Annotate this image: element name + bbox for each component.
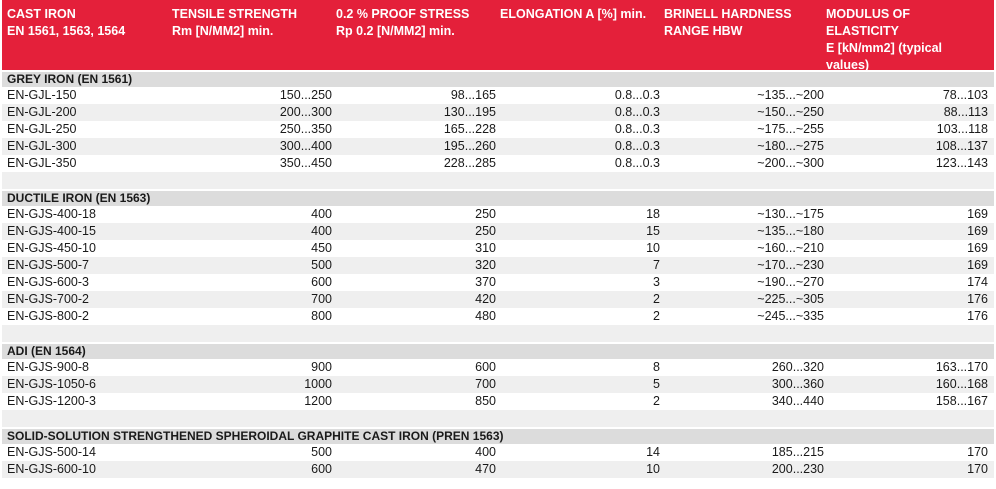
header-line: Rm [N/MM2] min. xyxy=(172,24,274,38)
tensile-cell: 1000 xyxy=(304,377,332,391)
hardness-cell: ~150...~250 xyxy=(757,105,824,119)
table-row xyxy=(2,376,994,393)
table-row xyxy=(2,359,994,376)
modulus-cell: 163...170 xyxy=(935,360,988,374)
proof-cell: 228...285 xyxy=(443,156,496,170)
header-elongation xyxy=(500,6,646,23)
grade-cell: EN-GJS-1200-3 xyxy=(7,394,96,408)
proof-cell: 195...260 xyxy=(443,139,496,153)
table-row xyxy=(2,240,994,257)
elongation-cell: 15 xyxy=(646,224,660,238)
hardness-cell: ~160...~210 xyxy=(757,241,824,255)
table-header xyxy=(2,0,994,70)
grade-cell: EN-GJL-250 xyxy=(7,122,77,136)
grade-cell: EN-GJS-700-2 xyxy=(7,292,89,306)
elongation-cell: 0.8...0.3 xyxy=(614,139,660,153)
tensile-cell: 900 xyxy=(311,360,332,374)
proof-cell: 250 xyxy=(475,207,496,221)
table-row xyxy=(2,87,994,104)
cast-iron-properties-table xyxy=(2,0,994,478)
hardness-cell: ~245...~335 xyxy=(757,309,824,323)
hardness-cell: ~180...~275 xyxy=(757,139,824,153)
hardness-cell: ~190...~270 xyxy=(757,275,824,289)
hardness-cell: ~200...~300 xyxy=(757,156,824,170)
tensile-cell: 500 xyxy=(311,258,332,272)
table-row xyxy=(2,393,994,410)
hardness-cell: ~135...~200 xyxy=(757,88,824,102)
proof-cell: 470 xyxy=(475,462,496,476)
table-row xyxy=(2,223,994,240)
elongation-cell: 8 xyxy=(653,360,660,374)
proof-cell: 98...165 xyxy=(450,88,496,102)
tensile-cell: 350...450 xyxy=(279,156,332,170)
section-title: GREY IRON (EN 1561) xyxy=(2,72,994,87)
elongation-cell: 14 xyxy=(646,445,660,459)
proof-cell: 400 xyxy=(475,445,496,459)
header-line: EN 1561, 1563, 1564 xyxy=(7,24,126,38)
elongation-cell: 0.8...0.3 xyxy=(614,88,660,102)
grade-cell: EN-GJS-500-7 xyxy=(7,258,89,272)
modulus-cell: 169 xyxy=(967,241,988,255)
hardness-cell: 260...320 xyxy=(771,360,824,374)
grade-cell: EN-GJL-200 xyxy=(7,105,77,119)
header-line: Rp 0.2 [N/MM2] min. xyxy=(336,24,455,38)
header-line: CAST IRON xyxy=(7,7,76,21)
grade-cell: EN-GJS-600-10 xyxy=(7,462,96,476)
grade-cell: EN-GJL-150 xyxy=(7,88,77,102)
tensile-cell: 800 xyxy=(311,309,332,323)
proof-cell: 165...228 xyxy=(443,122,496,136)
modulus-cell: 169 xyxy=(967,207,988,221)
elongation-cell: 5 xyxy=(653,377,660,391)
section-spacer xyxy=(2,410,994,427)
modulus-cell: 169 xyxy=(967,224,988,238)
grade-cell: EN-GJS-1050-6 xyxy=(7,377,96,391)
tensile-cell: 600 xyxy=(311,462,332,476)
tensile-cell: 300...400 xyxy=(279,139,332,153)
header-line: TENSILE STRENGTH xyxy=(172,7,298,21)
tensile-cell: 400 xyxy=(311,207,332,221)
section-title: ADI (EN 1564) xyxy=(2,344,994,359)
header-modulus xyxy=(826,6,942,74)
grade-cell: EN-GJS-400-18 xyxy=(7,207,96,221)
modulus-cell: 160...168 xyxy=(935,377,988,391)
header-proof-stress xyxy=(336,6,469,40)
elongation-cell: 7 xyxy=(653,258,660,272)
modulus-cell: 78...103 xyxy=(942,88,988,102)
elongation-cell: 18 xyxy=(646,207,660,221)
hardness-cell: ~170...~230 xyxy=(757,258,824,272)
tensile-cell: 150...250 xyxy=(279,88,332,102)
section-spacer xyxy=(2,172,994,189)
elongation-cell: 2 xyxy=(653,309,660,323)
elongation-cell: 3 xyxy=(653,275,660,289)
table-row xyxy=(2,444,994,461)
modulus-cell: 170 xyxy=(967,445,988,459)
header-brinell-hardness xyxy=(664,6,792,40)
grade-cell: EN-GJS-400-15 xyxy=(7,224,96,238)
proof-cell: 320 xyxy=(475,258,496,272)
table-row xyxy=(2,104,994,121)
grade-cell: EN-GJS-800-2 xyxy=(7,309,89,323)
table-row xyxy=(2,206,994,223)
modulus-cell: 176 xyxy=(967,292,988,306)
hardness-cell: ~135...~180 xyxy=(757,224,824,238)
table-row xyxy=(2,308,994,325)
section-title: DUCTILE IRON (EN 1563) xyxy=(2,191,994,206)
header-line: MODULUS OF xyxy=(826,7,911,21)
elongation-cell: 10 xyxy=(646,241,660,255)
hardness-cell: 340...440 xyxy=(771,394,824,408)
hardness-cell: ~175...~255 xyxy=(757,122,824,136)
hardness-cell: ~225...~305 xyxy=(757,292,824,306)
table-row xyxy=(2,257,994,274)
modulus-cell: 170 xyxy=(967,462,988,476)
proof-cell: 420 xyxy=(475,292,496,306)
proof-cell: 850 xyxy=(475,394,496,408)
proof-cell: 130...195 xyxy=(443,105,496,119)
modulus-cell: 176 xyxy=(967,309,988,323)
grade-cell: EN-GJS-600-3 xyxy=(7,275,89,289)
grade-cell: EN-GJL-300 xyxy=(7,139,77,153)
tensile-cell: 450 xyxy=(311,241,332,255)
hardness-cell: 185...215 xyxy=(771,445,824,459)
table-row xyxy=(2,121,994,138)
hardness-cell: 300...360 xyxy=(771,377,824,391)
proof-cell: 310 xyxy=(475,241,496,255)
grade-cell: EN-GJS-500-14 xyxy=(7,445,96,459)
table-row xyxy=(2,461,994,478)
elongation-cell: 0.8...0.3 xyxy=(614,122,660,136)
elongation-cell: 2 xyxy=(653,394,660,408)
section-spacer xyxy=(2,325,994,342)
header-tensile-strength xyxy=(172,6,297,40)
modulus-cell: 158...167 xyxy=(935,394,988,408)
modulus-cell: 88...113 xyxy=(943,105,988,119)
tensile-cell: 500 xyxy=(311,445,332,459)
modulus-cell: 123...143 xyxy=(935,156,988,170)
tensile-cell: 250...350 xyxy=(279,122,332,136)
header-line: ELONGATION A [%] min. xyxy=(500,7,647,21)
table-body xyxy=(2,72,994,478)
table-row xyxy=(2,138,994,155)
elongation-cell: 2 xyxy=(653,292,660,306)
proof-cell: 600 xyxy=(475,360,496,374)
header-line: values) xyxy=(826,58,870,72)
header-cast-iron xyxy=(7,6,125,40)
grade-cell: EN-GJS-900-8 xyxy=(7,360,89,374)
proof-cell: 700 xyxy=(475,377,496,391)
table-row xyxy=(2,291,994,308)
elongation-cell: 0.8...0.3 xyxy=(614,105,660,119)
header-line: E [kN/mm2] (typical xyxy=(826,41,943,55)
hardness-cell: 200...230 xyxy=(771,462,824,476)
header-line: BRINELL HARDNESS xyxy=(664,7,792,21)
elongation-cell: 10 xyxy=(646,462,660,476)
grade-cell: EN-GJL-350 xyxy=(7,156,77,170)
header-line: RANGE HBW xyxy=(664,24,743,38)
tensile-cell: 600 xyxy=(311,275,332,289)
proof-cell: 370 xyxy=(475,275,496,289)
modulus-cell: 108...137 xyxy=(935,139,988,153)
hardness-cell: ~130...~175 xyxy=(757,207,824,221)
modulus-cell: 174 xyxy=(967,275,988,289)
elongation-cell: 0.8...0.3 xyxy=(614,156,660,170)
modulus-cell: 103...118 xyxy=(936,122,988,136)
modulus-cell: 169 xyxy=(967,258,988,272)
proof-cell: 250 xyxy=(475,224,496,238)
table-row xyxy=(2,155,994,172)
tensile-cell: 200...300 xyxy=(279,105,332,119)
header-line: 0.2 % PROOF STRESS xyxy=(336,7,470,21)
tensile-cell: 1200 xyxy=(304,394,332,408)
tensile-cell: 700 xyxy=(311,292,332,306)
table-row xyxy=(2,274,994,291)
grade-cell: EN-GJS-450-10 xyxy=(7,241,96,255)
tensile-cell: 400 xyxy=(311,224,332,238)
proof-cell: 480 xyxy=(475,309,496,323)
header-line: ELASTICITY xyxy=(826,24,899,38)
section-title: SOLID-SOLUTION STRENGTHENED SPHEROIDAL GRAPHITE CAST IRON (PREN 1563) xyxy=(2,429,994,444)
